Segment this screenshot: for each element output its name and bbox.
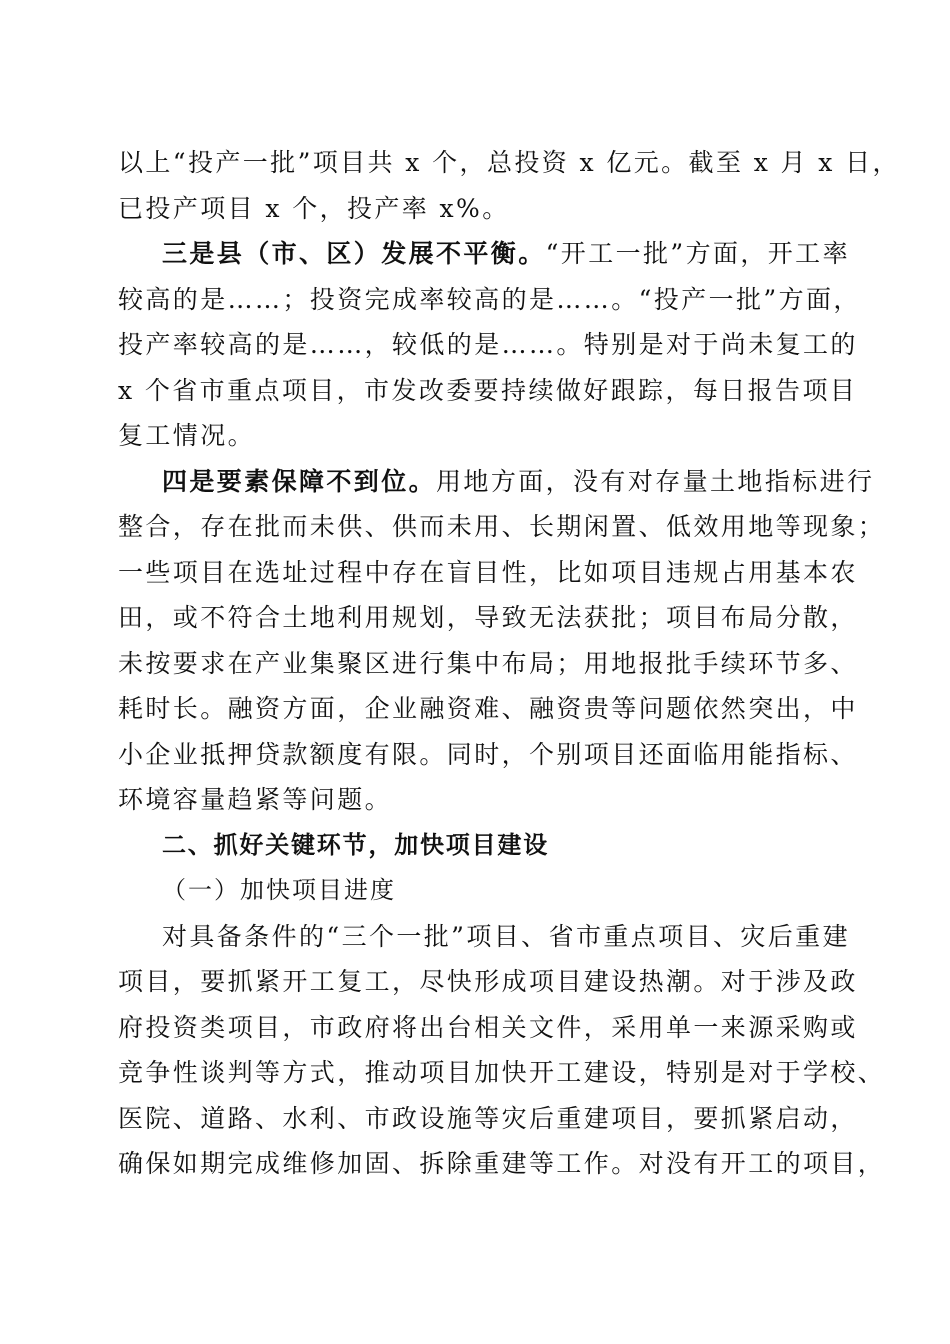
paragraph-project-progress — [118, 914, 886, 1187]
text-line: 环境容量趋紧等问题。 — [118, 785, 393, 814]
text-line: 田，或不符合土地利用规划，导致无法获批；项目布局分散， — [118, 603, 858, 632]
text-line: 项目，要抓紧开工复工，尽快形成项目建设热潮。对于涉及政 — [118, 967, 858, 996]
section-heading: 二、抓好关键环节，加快项目建设 — [162, 830, 549, 859]
paragraph-investment-summary — [118, 140, 900, 231]
text-line: 已投产项目 x 个，投产率 x%。 — [118, 193, 510, 223]
text-run: 用地方面，没有对存量土地指标进行 — [436, 466, 875, 496]
paragraph-lead: 三是县（市、区）发展不平衡。 — [162, 239, 546, 268]
text-line: x 个省市重点项目，市发改委要持续做好跟踪，每日报告项目 — [118, 375, 858, 405]
text-line — [118, 231, 850, 277]
text-line: 整合，存在批而未供、供而未用、长期闲置、低效用地等现象； — [118, 512, 886, 541]
document-page — [118, 140, 900, 1187]
text-line: 复工情况。 — [118, 421, 256, 450]
paragraph-lead: 四是要素保障不到位。 — [162, 466, 437, 496]
text-line: 医院、道路、水利、市政设施等灾后重建项目，要抓紧启动， — [118, 1103, 858, 1133]
text-line: 投产率较高的是……，较低的是……。特别是对于尚未复工的 — [118, 330, 858, 359]
text-line — [118, 459, 875, 505]
text-line: 未按要求在产业集聚区进行集中布局；用地报批手续环节多、 — [118, 648, 858, 678]
text-line: 竞争性谈判等方式，推动项目加快开工建设，特别是对于学校、 — [118, 1058, 886, 1087]
text-line: 较高的是……；投资完成率较高的是……。“投产一批”方面， — [118, 284, 861, 314]
text-run: “开工一批”方面，开工率 — [545, 239, 850, 268]
text-line: 府投资类项目，市政府将出台相关文件，采用单一来源采购或 — [118, 1012, 858, 1042]
text-line: 确保如期完成维修加固、拆除重建等工作。对没有开工的项目， — [118, 1149, 886, 1178]
paragraph-uneven-development — [118, 231, 861, 459]
text-line: 耗时长。融资方面，企业融资难、融资贵等问题依然突出，中 — [118, 694, 858, 723]
subsection-heading: （一）加快项目进度 — [162, 876, 396, 904]
paragraph-factor-guarantee — [118, 459, 886, 823]
text-line: 小企业抵押贷款额度有限。同时，个别项目还面临用能指标、 — [118, 739, 858, 769]
text-line: 以上“投产一批”项目共 x 个，总投资 x 亿元。截至 x 月 x 日， — [118, 148, 900, 177]
text-line: 对具备条件的“三个一批”项目、省市重点项目、灾后重建 — [162, 921, 850, 951]
text-line: 一些项目在选址过程中存在盲目性，比如项目违规占用基本农 — [118, 557, 858, 587]
